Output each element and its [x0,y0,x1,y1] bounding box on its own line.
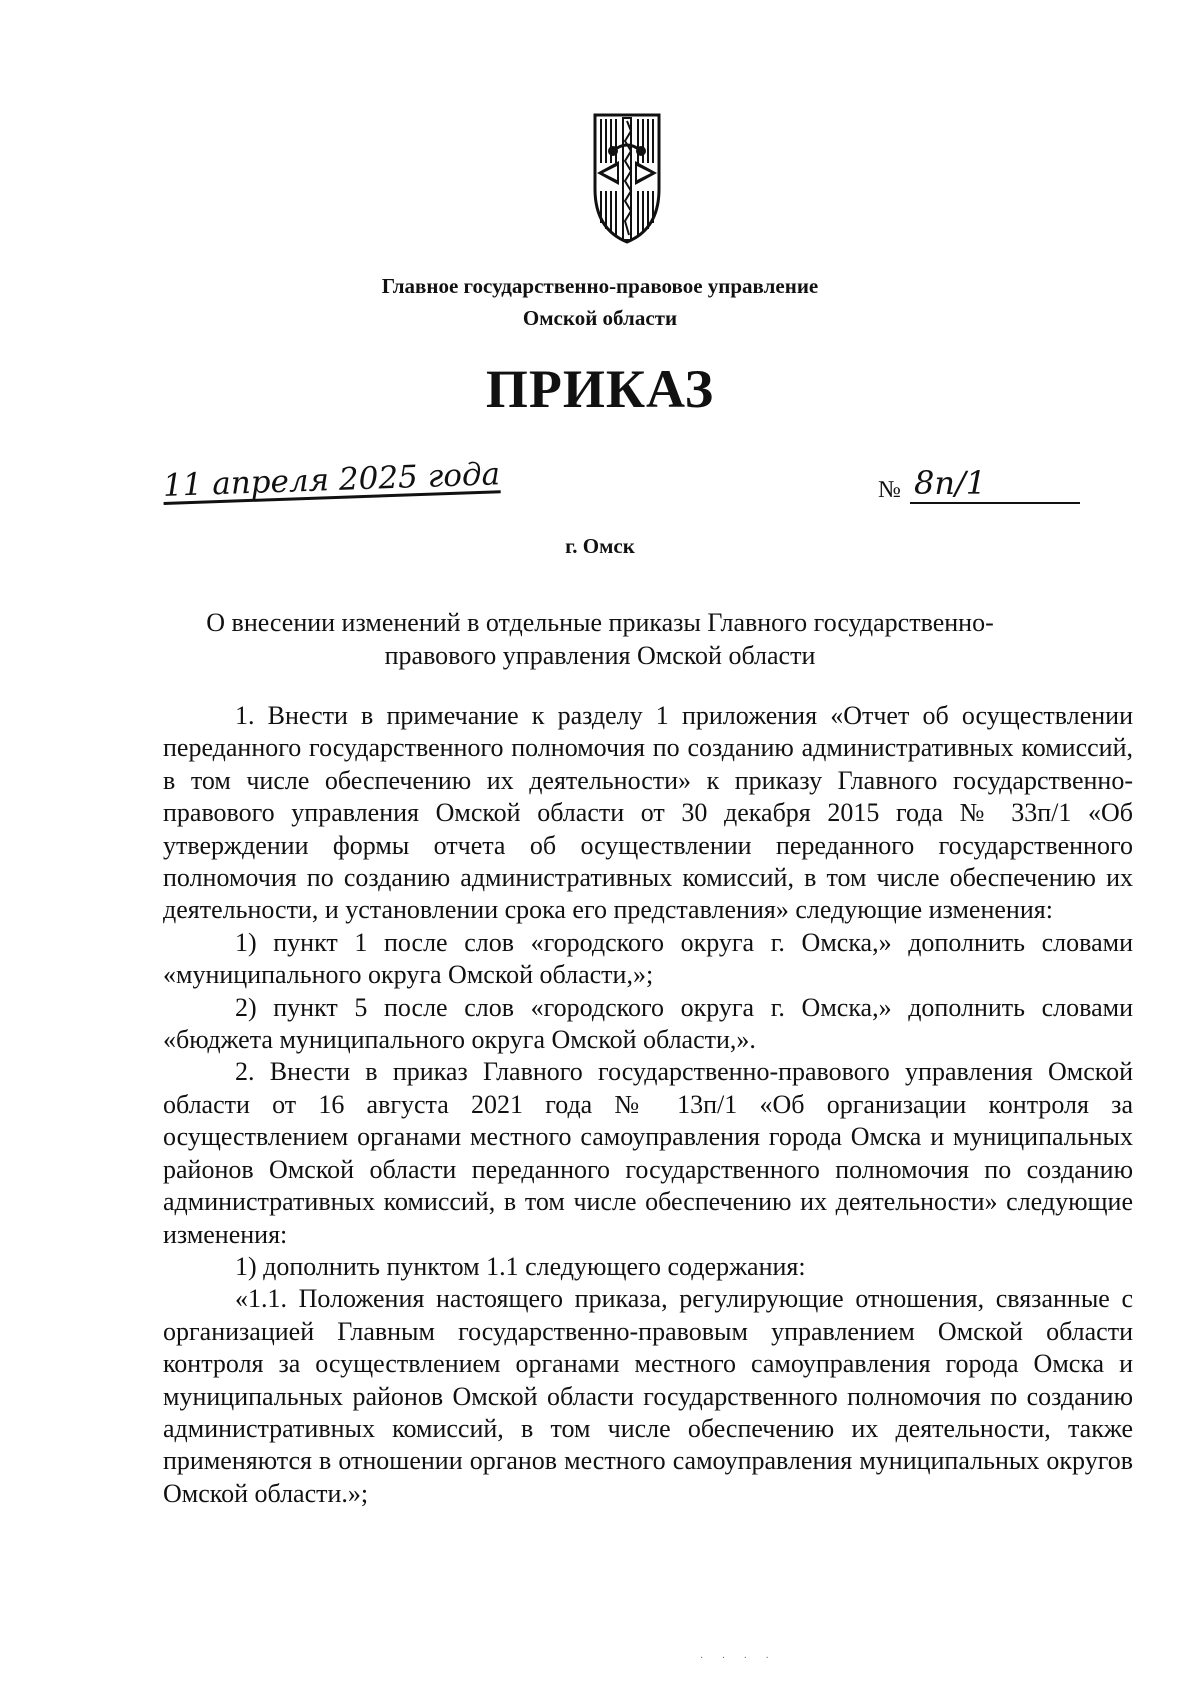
body-paragraph: «1.1. Положения настоящего приказа, регулирующие отношения, связанные с организацией Главным государственно-правовым управлением Омской области контроля за осуществлением органами местного самоуправления города Омска и муниципальных районов Омской области государственного полномочия по созданию административных комиссий, в том числе обеспечению их деятельности, также применяются в отношении органов местного самоуправления муниципальных округов Омской области.»; [163,1284,1133,1508]
city-name: г. Омск [565,534,635,558]
document-body [163,700,1133,1510]
subject-line: О внесении изменений в отдельные приказы Главного государственно- [206,608,994,637]
handwritten-date: 11 апреля 2025 года [162,456,501,504]
document-type-title: ПРИКАЗ [485,359,715,419]
body-paragraph: 2. Внести в приказ Главного государственно-правового управления Омской области от 16 августа 2021 года № 13п/1 «Об организации контроля за осуществлением органами местного самоуправления города Омска и муниципальных районов Омской области переданного государственного полномочия по созданию административных комиссий, в том числе обеспечению их деятельности» следующие изменения: [163,1057,1133,1249]
body-paragraph: 1. Внести в примечание к разделу 1 приложения «Отчет об осуществлении переданного государственного полномочия по созданию административных комиссий, в том числе обеспечению их деятельности» к приказу Главного государственно-правового управления Омской области от 30 декабря 2015 года № 33п/1 «Об утверждении формы отчета об осуществлении переданного государственного полномочия по созданию административных комиссий, в том числе обеспечению их деятельности, и установлении срока его представления» следующие изменения: [163,701,1133,925]
body-paragraph: 2) пункт 5 после слов «городского округа г. Омска,» дополнить словами «бюджета муниципального округа Омской области,». [163,992,1133,1055]
number-sign: № [878,477,901,503]
body-paragraph: 1) дополнить пунктом 1.1 следующего содержания: [235,1251,806,1281]
scan-noise: · · · · [700,1653,777,1664]
organization-name-line1: Главное государственно-правовое управление [381,274,819,298]
subject-line: правового управления Омской области [384,641,816,670]
document-subject [0,606,1200,672]
handwritten-number: 8п/1 [910,463,1080,504]
body-paragraph: 1) пункт 1 после слов «городского округа г. Омска,» дополнить словами «муниципального округа Омской области,»; [163,927,1133,990]
coat-of-arms-icon [591,111,663,246]
organization-name-line2: Омской области [522,306,678,330]
